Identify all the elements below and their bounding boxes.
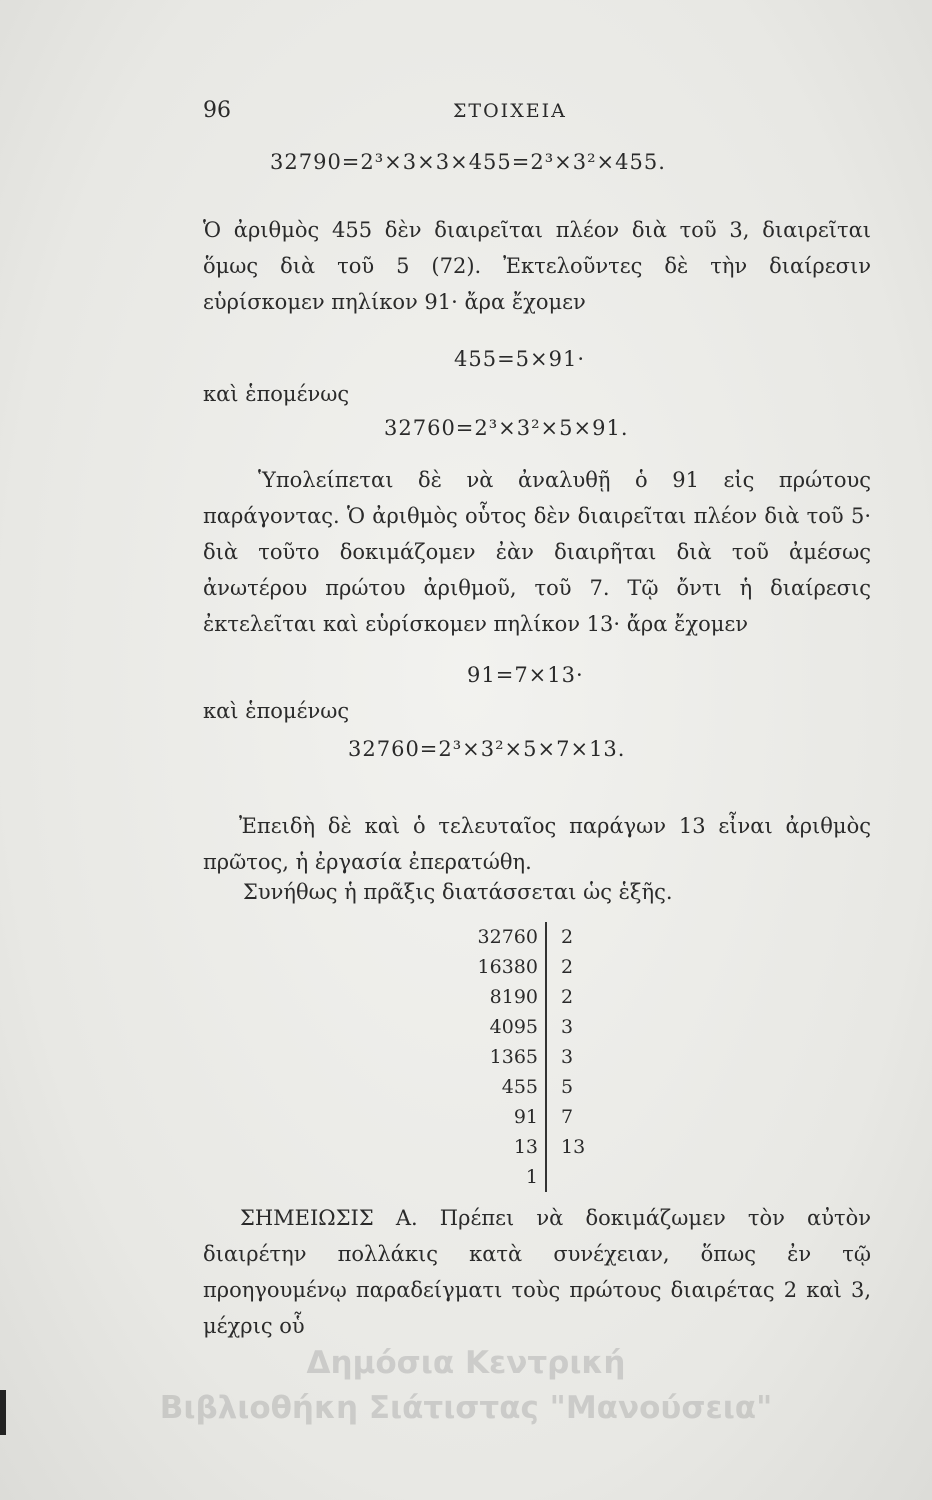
table-row: 455 5	[430, 1072, 621, 1102]
equation-5: 32760=2³×3²×5×7×13.	[348, 737, 626, 761]
table-row: 4095 3	[430, 1012, 621, 1042]
paragraph-2: Ὑπολείπεται δὲ νὰ ἀναλυθῇ ὁ 91 εἰς πρώτους παράγοντας. Ὁ ἀριθμὸς οὗτος δὲν διαιρεῖται πλέον διὰ τοῦ 5· διὰ τοῦτο δοκιμάζομεν ἐὰν διαιρῆται διὰ τοῦ ἀμέσως ἀνωτέρου πρώτου ἀριθμοῦ, τοῦ 7. Τῷ ὄντι ἡ διαίρεσις ἐκτελεῖται καὶ εὑρίσκομεν πηλίκον 13· ἄρα ἔχομεν	[203, 468, 871, 636]
table-row: 8190 2	[430, 982, 621, 1012]
paragraph-4: Συνήθως ἡ πρᾶξις διατάσσεται ὡς ἑξῆς.	[243, 880, 673, 904]
table-row: 32760 2	[430, 922, 621, 952]
running-title: ΣΤΟΙΧΕΙΑ	[453, 100, 567, 122]
equation-2: 455=5×91·	[454, 347, 586, 371]
equation-4: 91=7×13·	[467, 663, 584, 687]
table-row: 16380 2	[430, 952, 621, 982]
paragraph-5: ΣΗΜΕΙΩΣΙΣ Α. Πρέπει νὰ δοκιμάζωμεν τὸν αὐτὸν διαιρέτην πολλάκις κατὰ συνέχειαν, ὅπως ἐν τῷ προηγουμένῳ παραδείγματι τοὺς πρώτους διαιρέτας 2 καὶ 3, μέχρις οὗ	[203, 1206, 871, 1338]
table-row: 91 7	[430, 1102, 621, 1132]
table-row: 1	[430, 1162, 621, 1192]
factorization-table	[430, 922, 621, 1192]
library-watermark-line-1: Δημόσια Κεντρική	[306, 1345, 626, 1381]
paragraph-1: Ὁ ἀριθμὸς 455 δὲν διαιρεῖται πλέον διὰ τοῦ 3, διαιρεῖται ὅμως διὰ τοῦ 5 (72). Ἐκτελοῦντες δὲ τὴν διαίρεσιν εὑρίσκομεν πηλίκον 91· ἄρα ἔχομεν	[203, 218, 871, 314]
table-row: 1365 3	[430, 1042, 621, 1072]
page-number: 96	[203, 98, 231, 123]
page-header	[203, 98, 872, 128]
table-row: 13 13	[430, 1132, 621, 1162]
equation-3: 32760=2³×3²×5×91.	[384, 416, 629, 440]
paragraph-3: Ἐπειδὴ δὲ καὶ ὁ τελευταῖος παράγων 13 εἶναι ἀριθμὸς πρῶτος, ἡ ἐργασία ἐπερατώθη.	[203, 814, 871, 874]
library-watermark-line-2: Βιβλιοθήκη Σιάτιστας "Μανούσεια"	[159, 1390, 773, 1426]
equation-1: 32790=2³×3×3×455=2³×3²×455.	[270, 150, 666, 174]
connective-1: καὶ ἑπομένως	[203, 382, 350, 406]
connective-2: καὶ ἑπομένως	[203, 699, 350, 723]
